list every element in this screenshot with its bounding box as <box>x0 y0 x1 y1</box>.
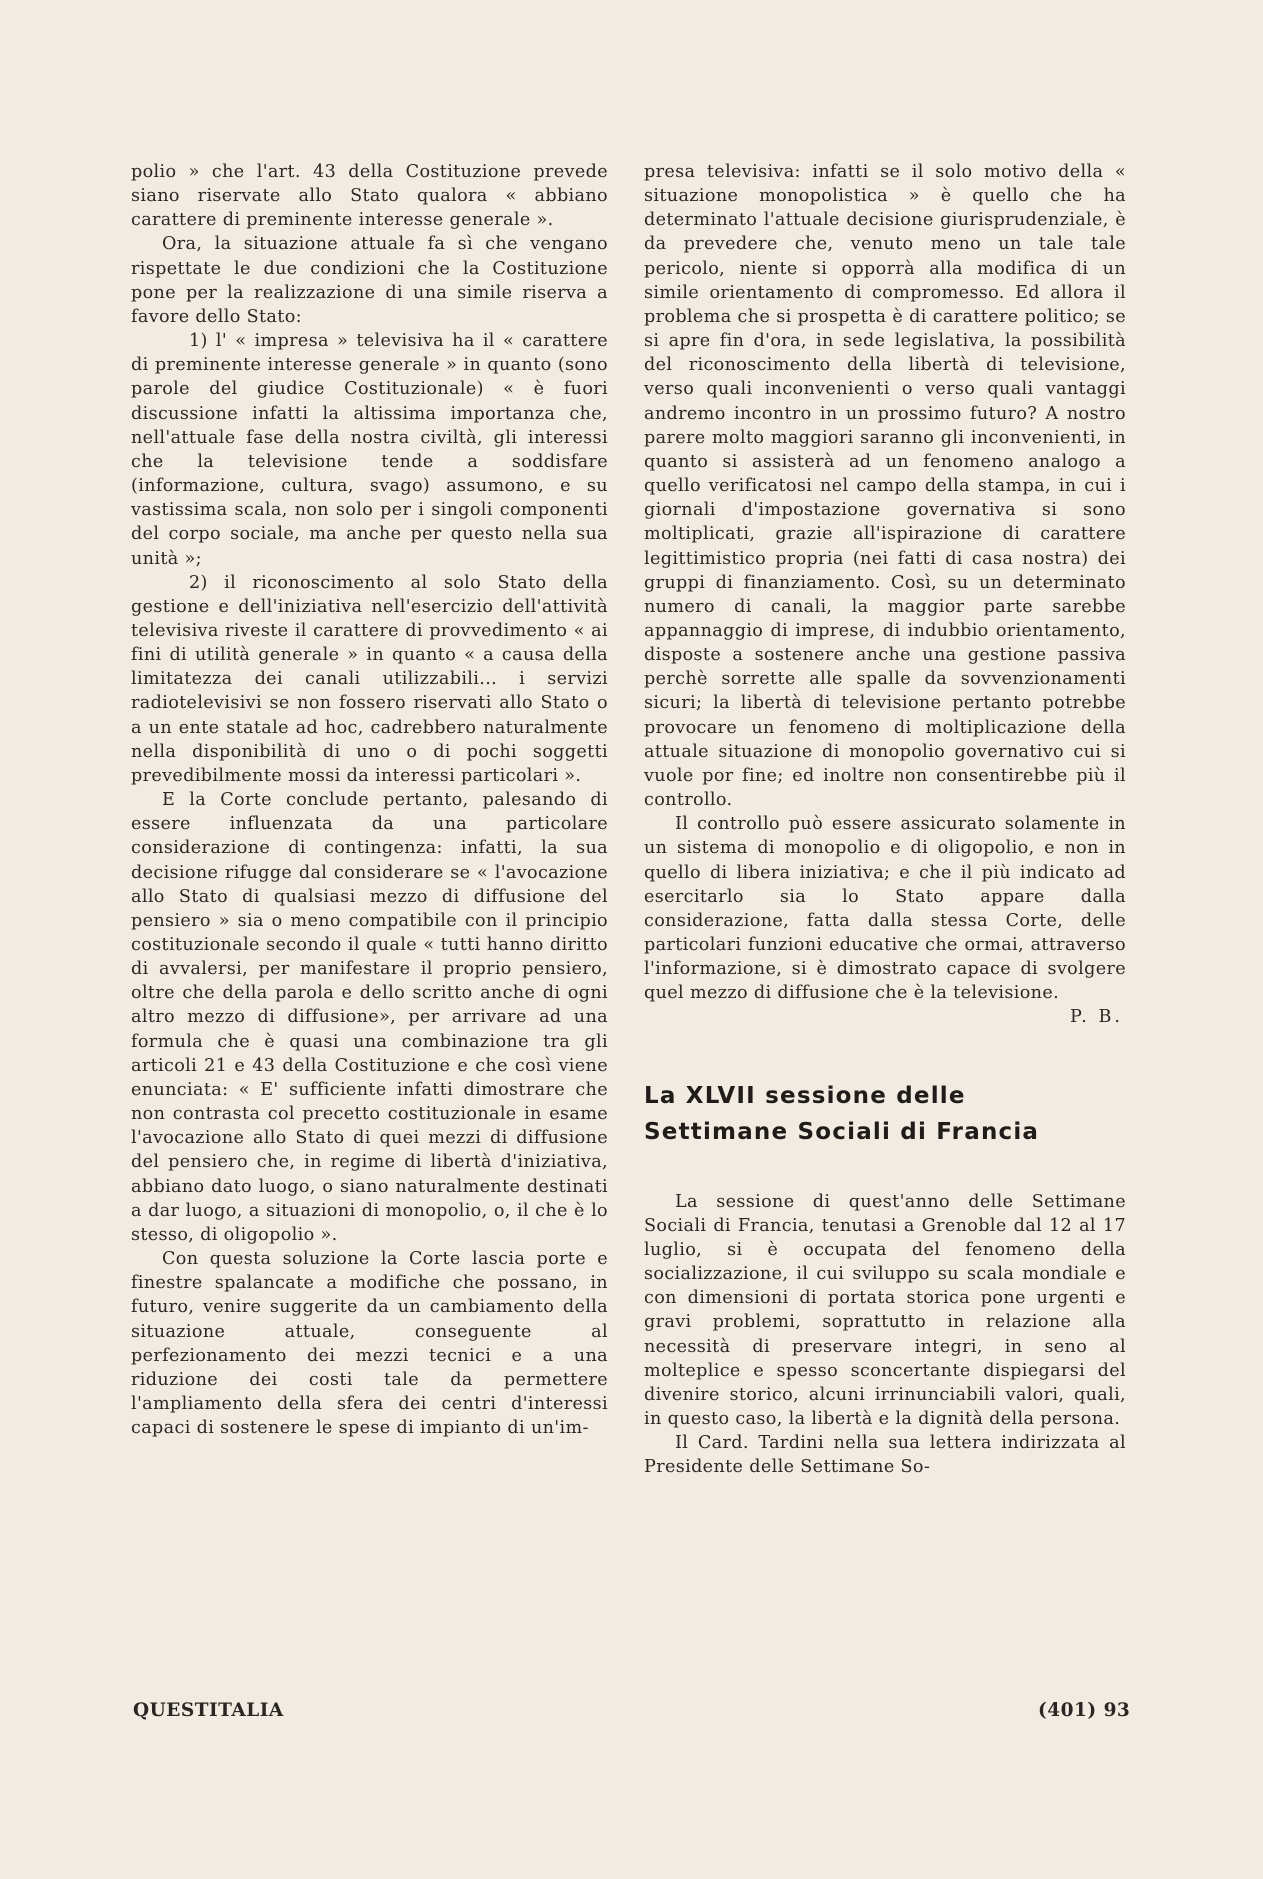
paragraph: presa televisiva: infatti se il solo motivo della « situazione monopolistica » è quello che ha determinato l'attuale decisione giurisprudenziale, è da prevedere che, venuto meno un tale tale pericolo, niente si opporrà alla modifica di un simile orientamento di compromesso. Ed allora il problema che si prospetta è di carattere politico; se si apre fin d'ora, in sede legislativa, la possibilità del riconoscimento della libertà di televisione, verso quali inconvenienti o verso quali vantaggi andremo incontro in un prossimo futuro? A nostro parere molto maggiori saranno gli inconvenienti, in quanto si assisterà ad un fenomeno analogo a quello verificatosi nel campo della stampa, in cui i giornali d'impostazione governativa si sono moltiplicati, grazie all'ispirazione di carattere legittimistico propria (nei fatti di casa nostra) dei gruppi di finanziamento. Così, su un determinato numero di canali, la maggior parte sarebbe appannaggio di imprese, di indubbio orientamento, disposte a sostenere anche una gestione passiva perchè sorrette alle spalle da sovvenzionamenti sicuri; la libertà di televisione pertanto potrebbe provocare un fenomeno di moltiplicazione della attuale situazione di monopolio governativo cui si vuole por fine; ed inoltre non consentirebbe più il controllo. <box>644 162 1126 811</box>
paragraph: 1) l' « impresa » televisiva ha il « carattere di preminente interesse generale » in quanto (sono parole del giudice Costituzionale) « è fuori discussione infatti la altissima importanza che, nell'attuale fase della nostra civiltà, gli interessi che la televisione tende a soddisfare (informazione, cultura, svago) assumono, e su vastissima scala, non solo per i singoli componenti del corpo sociale, ma anche per questo nella sua unità »; <box>131 331 608 569</box>
paragraph: Ora, la situazione attuale fa sì che vengano rispettate le due condizioni che la Costituzione pone per la realizzazione di una simile riserva a favore dello Stato: <box>131 234 608 327</box>
paragraph: Il Card. Tardini nella sua lettera indirizzata al Presidente delle Settimane So- <box>644 1433 1126 1478</box>
paragraph: E la Corte conclude pertanto, palesando di essere influenzata da una particolare considerazione di contingenza: infatti, la sua decisione rifugge dal considerare se « l'avocazione allo Stato di qualsiasi mezzo di diffusione del pensiero » sia o meno compatibile con il principio costituzionale secondo il quale « tutti hanno diritto di avvalersi, per manifestare il proprio pensiero, oltre che della parola e dello scritto anche di ogni altro mezzo di diffusione», per arrivare ad una formula che è quasi una combinazione tra gli articoli 21 e 43 della Costituzione e che così viene enunciata: « E' sufficiente infatti dimostrare che non contrasta col precetto costituzionale in esame l'avocazione allo Stato di quei mezzi di diffusione del pensiero che, in regime di libertà d'iniziativa, abbiano dato luogo, o siano naturalmente destinati a dar luogo, a situazioni di monopolio, o, il che è lo stesso, di oligopolio ». <box>131 790 608 1245</box>
section-heading-line: Settimane Sociali di Francia <box>644 1118 1040 1145</box>
journal-name: QUESTITALIA <box>133 1700 284 1721</box>
paragraph: Con questa soluzione la Corte lascia porte e finestre spalancate a modifiche che possano, in futuro, venire suggerite da un cambiamento della situazione attuale, conseguente al perfezionamento dei mezzi tecnici e a una riduzione dei costi tale da permettere l'ampliamento della sfera dei centri d'interessi capaci di sostenere le spese di impianto di un'im- <box>131 1249 608 1439</box>
page-number: (401) 93 <box>1038 1700 1131 1721</box>
right-column <box>644 160 1126 1480</box>
left-column <box>131 160 608 1440</box>
section-heading <box>644 1078 1126 1150</box>
author-signature: P. B. <box>1070 1007 1123 1028</box>
paragraph: Il controllo può essere assicurato solamente in un sistema di monopolio e di oligopolio, e non in quello di libera iniziativa; e che il più indicato ad esercitarlo sia lo Stato appare dalla considerazione, fatta dalla stessa Corte, delle particolari funzioni educative che ormai, attraverso l'informazione, si è dimostrato capace di svolgere quel mezzo di diffusione che è la televisione. <box>644 814 1126 1004</box>
paragraph: 2) il riconoscimento al solo Stato della gestione e dell'iniziativa nell'esercizio dell'attività televisiva riveste il carattere di provvedimento « ai fini di utilità generale » in quanto « a causa della limitatezza dei canali utilizzabili... i servizi radiotelevisivi se non fossero riservati allo Stato o a un ente statale ad hoc, cadrebbero naturalmente nella disponibilità di uno o di pochi soggetti prevedibilmente mossi da interessi particolari ». <box>131 572 608 786</box>
paragraph: La sessione di quest'anno delle Settimane Sociali di Francia, tenutasi a Grenoble dal 12 al 17 luglio, si è occupata del fenomeno della socializzazione, il cui sviluppo su scala mondiale e con dimensioni di portata storica pone urgenti e gravi problemi, soprattutto in relazione alla necessità di preservare integri, in seno al molteplice e spesso sconcertante dispiegarsi del divenire storico, alcuni irrinunciabili valori, quali, in questo caso, la libertà e la dignità della persona. <box>644 1191 1126 1430</box>
section-heading-line: La XLVII sessione delle <box>644 1082 966 1109</box>
paragraph: polio » che l'art. 43 della Costituzione prevede siano riservate allo Stato qualora « abbiano carattere di preminente interesse generale ». <box>131 162 608 231</box>
